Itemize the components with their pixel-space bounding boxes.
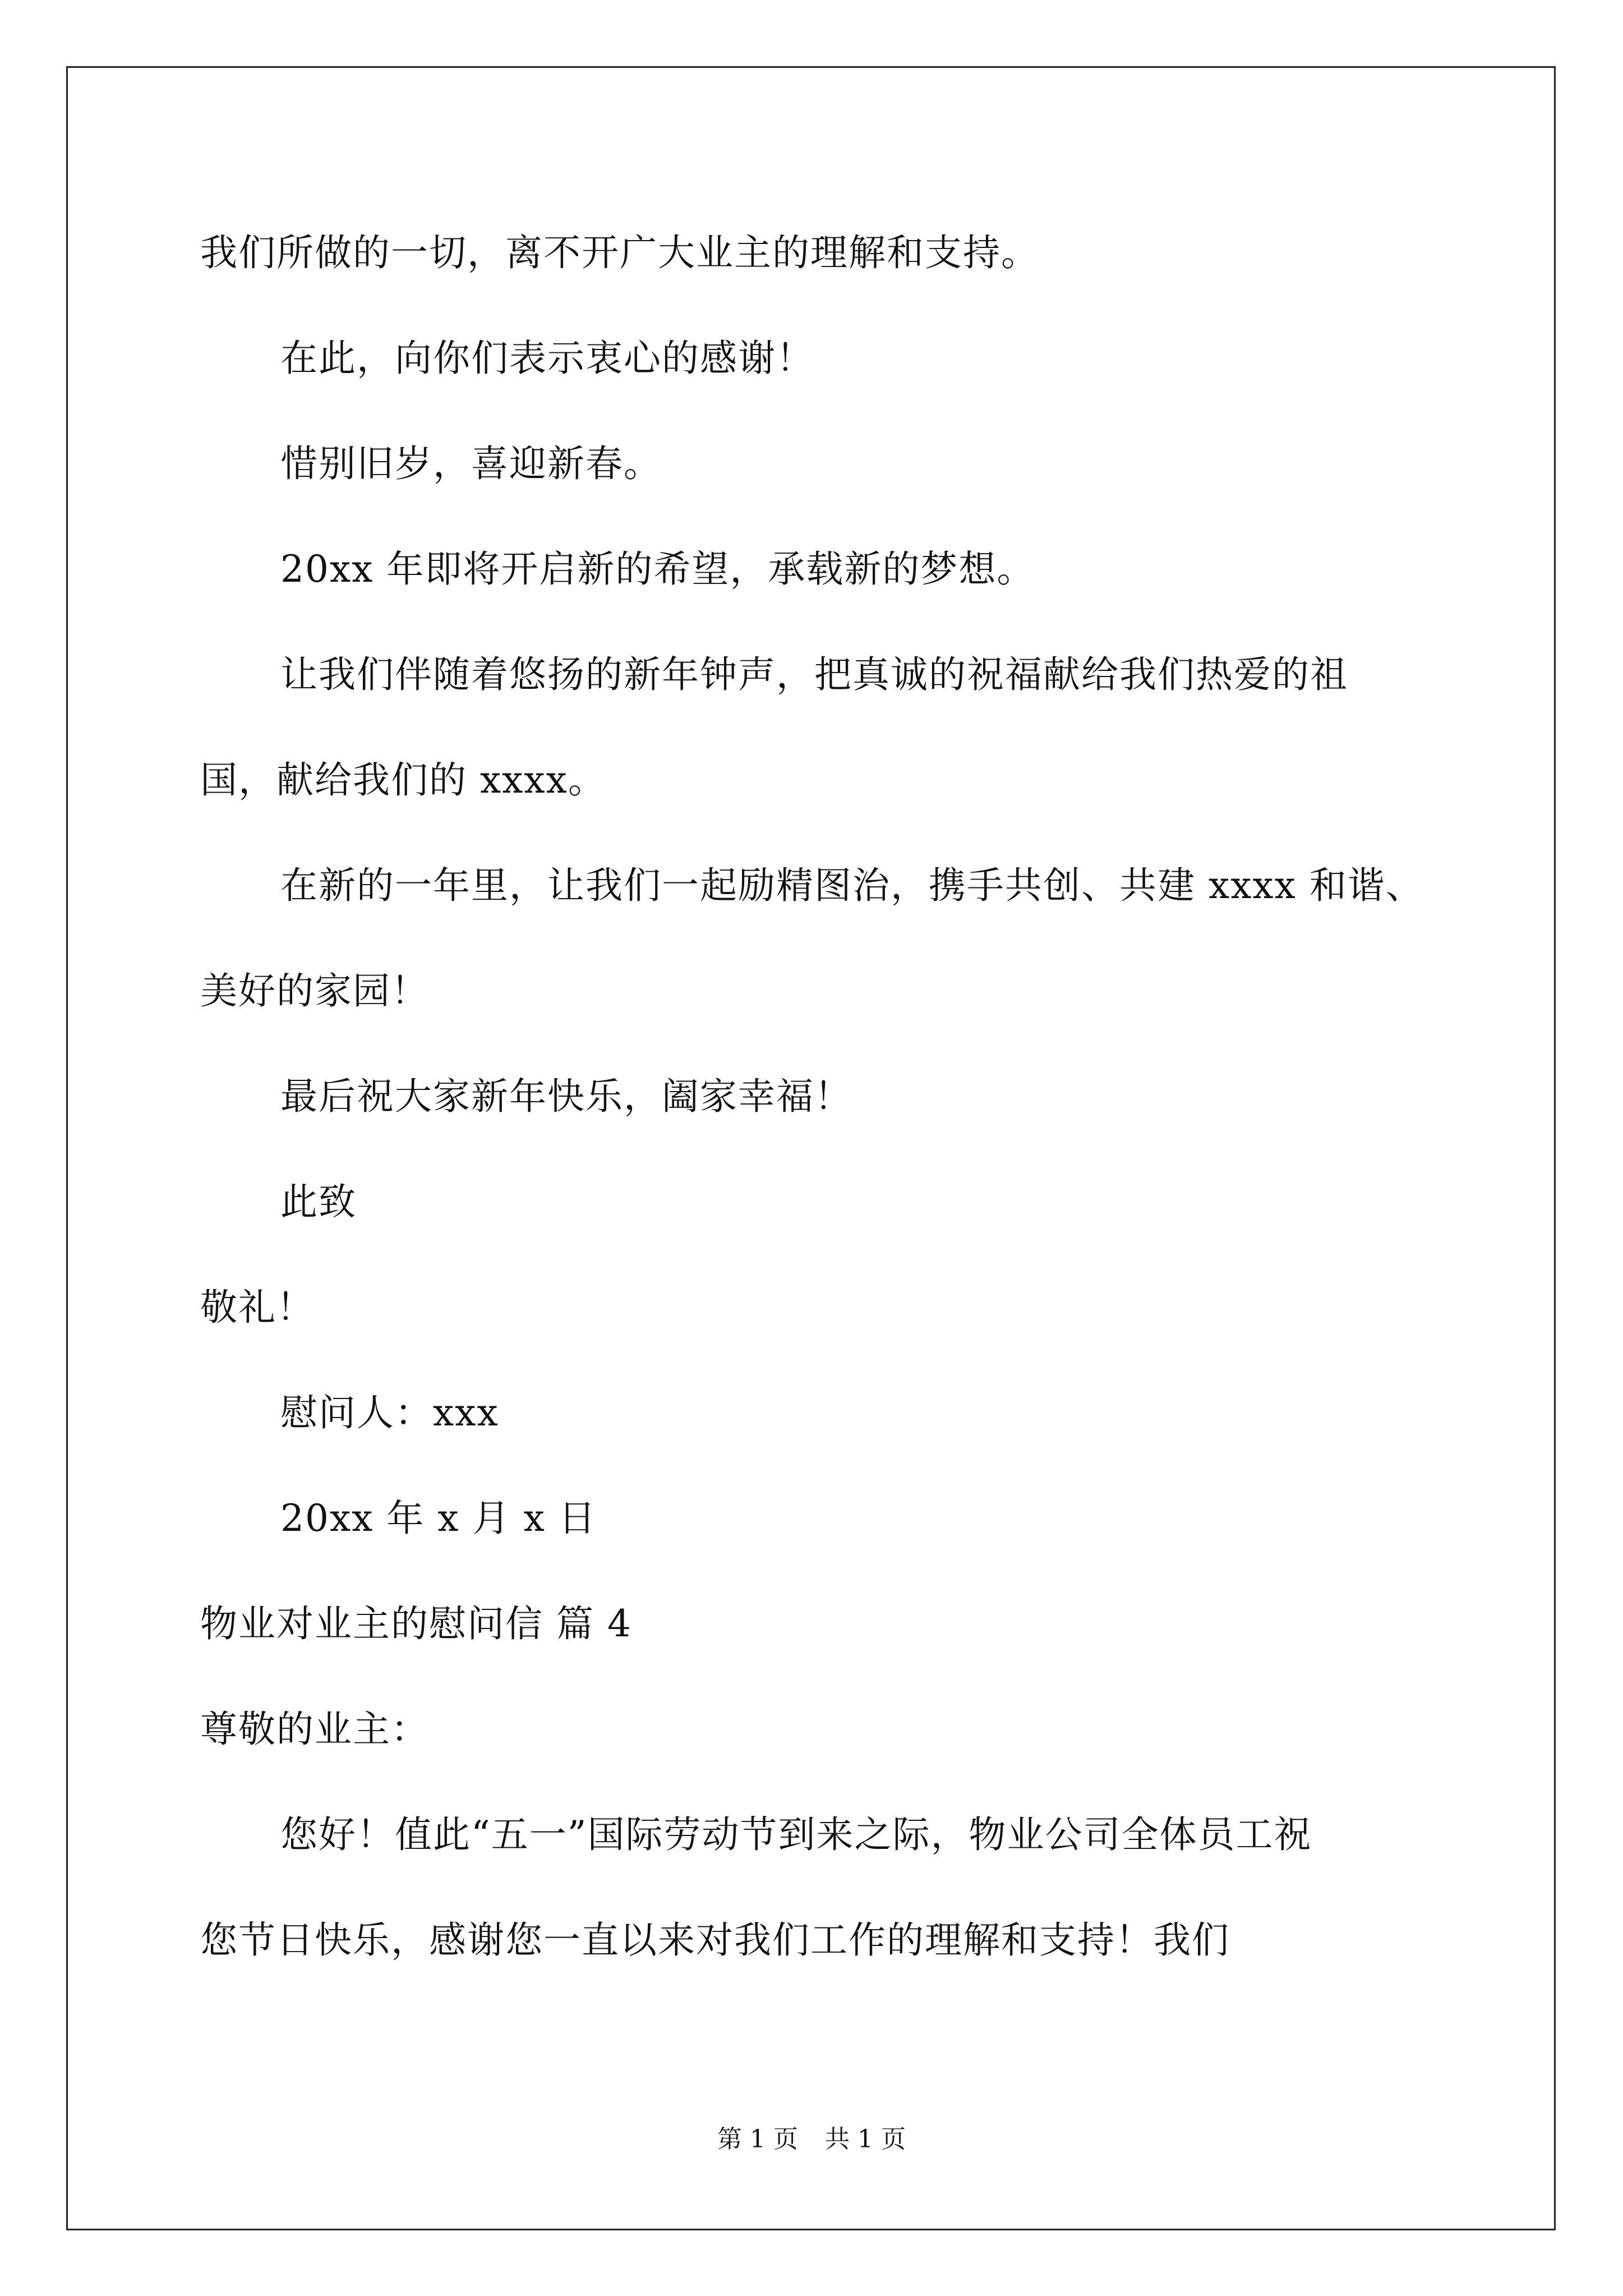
signature-line: 慰问人：xxx bbox=[280, 1391, 499, 1434]
page-border bbox=[66, 66, 1556, 2230]
page-number-current: 第 1 页 bbox=[717, 2125, 798, 2154]
closing-line: 此致 bbox=[280, 1180, 357, 1223]
paragraph-line: 在此，向你们表示衷心的感谢！ bbox=[280, 337, 814, 380]
paragraph-line: 惜别旧岁，喜迎新春。 bbox=[280, 442, 662, 485]
paragraph-line: 让我们伴随着悠扬的新年钟声，把真诚的祝福献给我们热爱的祖 bbox=[280, 653, 1348, 696]
paragraph-line: 20xx 年即将开启新的希望，承载新的梦想。 bbox=[280, 547, 1035, 591]
date-line: 20xx 年 x 月 x 日 bbox=[280, 1497, 597, 1540]
salutation-line: 敬礼！ bbox=[200, 1286, 315, 1329]
section-heading: 物业对业主的慰问信 篇 4 bbox=[200, 1602, 632, 1645]
page-number-total: 共 1 页 bbox=[825, 2125, 906, 2154]
greeting-line: 尊敬的业主： bbox=[200, 1708, 429, 1751]
paragraph-line: 您节日快乐，感谢您一直以来对我们工作的理解和支持！我们 bbox=[200, 1918, 1230, 1962]
paragraph-line: 您好！值此“五一”国际劳动节到来之际，物业公司全体员工祝 bbox=[280, 1813, 1312, 1856]
page-footer bbox=[0, 2127, 1623, 2152]
paragraph-line: 我们所做的一切，离不开广大业主的理解和支持。 bbox=[200, 231, 1039, 274]
paragraph-line: 在新的一年里，让我们一起励精图治，携手共创、共建 xxxx 和谐、 bbox=[280, 864, 1424, 907]
paragraph-line: 最后祝大家新年快乐，阖家幸福！ bbox=[280, 1075, 852, 1118]
paragraph-line: 国，献给我们的 xxxx。 bbox=[200, 758, 606, 802]
paragraph-line: 美好的家园！ bbox=[200, 969, 429, 1013]
